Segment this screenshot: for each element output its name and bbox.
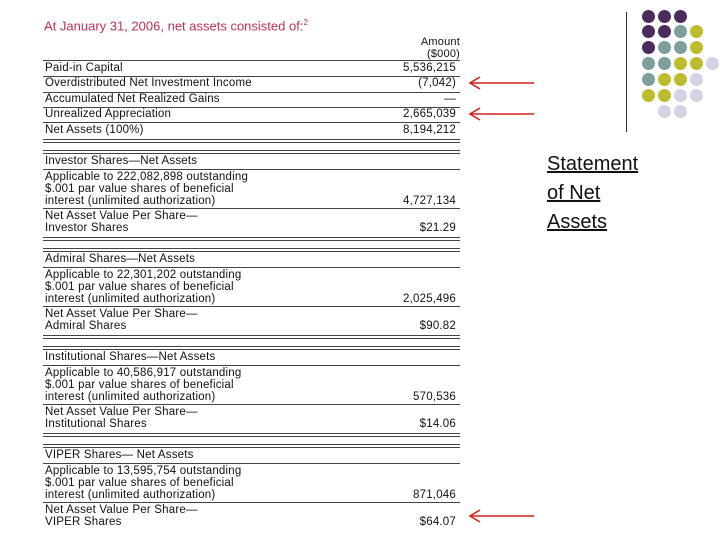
double-divider [43,346,460,350]
dot-decoration [674,10,687,23]
dot-decoration [642,10,655,23]
nav-label [45,308,198,332]
slide-title-line: Statement [547,153,639,175]
dot-decoration [674,89,687,102]
dot-decoration [690,73,703,86]
arrow-left-icon [466,107,536,121]
net-assets-value: 871,046 [413,489,456,501]
divider [43,365,460,366]
double-divider [43,444,460,448]
nav-value: $21.29 [419,222,456,234]
dot-decoration [690,41,703,54]
row-value: (7,042) [418,77,456,89]
net-assets-value: 2,025,496 [403,293,456,305]
dot-decoration [674,73,687,86]
dot-decoration [690,25,703,38]
nav-label-line: Institutional Shares [45,418,147,430]
nav-label-line: Admiral Shares [45,320,127,332]
table-row [43,92,460,107]
table-row [43,61,460,76]
applicable-text [45,171,248,207]
slide-title-line: of Net [547,182,601,204]
double-divider [43,139,460,143]
divider [43,404,460,405]
row-value: 2,665,039 [403,108,456,120]
nav-value: $64.07 [419,516,456,528]
divider [43,208,460,209]
nav-label [45,406,198,430]
heading-text: At January 31, 2006, net assets consisted of: [44,18,304,34]
applicable-line: interest (unlimited authorization) [45,195,216,207]
arrow-left-icon [466,76,536,90]
applicable-line: $.001 par value shares of beneficial [45,281,234,293]
dot-decoration [642,41,655,54]
arrow-left-icon [466,509,536,523]
row-label: Paid-in Capital [45,62,123,74]
applicable-line: interest (unlimited authorization) [45,489,216,501]
net-assets-value: 4,727,134 [403,195,456,207]
nav-label-line: Net Asset Value Per Share— [45,308,198,320]
applicable-line: interest (unlimited authorization) [45,293,216,305]
dot-decoration [658,57,671,70]
section-title: VIPER Shares— Net Assets [45,449,194,461]
divider [43,306,460,307]
row-label: Overdistributed Net Investment Income [45,77,252,89]
applicable-line: Applicable to 22,301,202 outstanding [45,269,242,281]
dot-decoration [658,41,671,54]
double-divider [43,237,460,241]
statement-table [40,12,460,542]
applicable-text [45,269,241,305]
table-row [43,123,460,138]
dot-decoration [658,105,671,118]
nav-label [45,210,198,234]
slide-title [547,150,638,237]
applicable-line: $.001 par value shares of beneficial [45,477,234,489]
section-title: Investor Shares—Net Assets [45,155,198,167]
applicable-line: Applicable to 40,586,917 outstanding [45,367,242,379]
nav-label [45,504,198,528]
divider [43,502,460,503]
dot-decoration [642,25,655,38]
applicable-line: $.001 par value shares of beneficial [45,379,234,391]
divider [43,267,460,268]
dot-decoration [642,89,655,102]
section-title: Admiral Shares—Net Assets [45,253,196,265]
dot-decoration [674,105,687,118]
slide-title-line: Assets [547,211,608,233]
amount-header-line: ($000) [427,48,460,60]
applicable-text [45,367,241,403]
table-row [43,76,460,91]
amount-header-line: Amount [420,36,460,48]
nav-label-line: VIPER Shares [45,516,122,528]
dot-decoration [706,57,719,70]
double-divider [43,335,460,339]
section-title: Institutional Shares—Net Assets [45,351,216,363]
dot-decoration [658,89,671,102]
double-divider [43,248,460,252]
nav-label-line: Investor Shares [45,222,129,234]
applicable-line: interest (unlimited authorization) [45,391,216,403]
double-divider [43,433,460,437]
applicable-line: Applicable to 222,082,898 outstanding [45,171,249,183]
dot-decoration [642,73,655,86]
table-row [43,107,460,122]
nav-label-line: Net Asset Value Per Share— [45,406,198,418]
dot-decoration [674,25,687,38]
heading-footnote: 2 [303,18,308,27]
nav-label-line: Net Asset Value Per Share— [45,504,198,516]
row-label: Unrealized Appreciation [45,108,172,120]
row-value: 8,194,212 [403,124,456,136]
nav-label-line: Net Asset Value Per Share— [45,210,198,222]
applicable-line: $.001 par value shares of beneficial [45,183,234,195]
dot-decoration [674,57,687,70]
decorative-divider [626,12,627,132]
amount-column-header [421,36,460,60]
dot-decoration [658,10,671,23]
dot-decoration [690,89,703,102]
net-assets-value: 570,536 [413,391,456,403]
nav-value: $90.82 [419,320,456,332]
applicable-line: Applicable to 13,595,754 outstanding [45,465,242,477]
row-label: Accumulated Net Realized Gains [45,93,220,105]
dot-decoration [642,57,655,70]
dot-decoration [658,25,671,38]
applicable-text [45,465,241,501]
row-value: 5,536,215 [403,62,456,74]
divider [43,463,460,464]
dot-decoration [690,57,703,70]
nav-value: $14.06 [419,418,456,430]
dot-decoration [674,41,687,54]
dot-decoration [658,73,671,86]
row-value: — [444,93,456,105]
divider [43,169,460,170]
row-label: Net Assets (100%) [45,124,144,136]
double-divider [43,150,460,154]
